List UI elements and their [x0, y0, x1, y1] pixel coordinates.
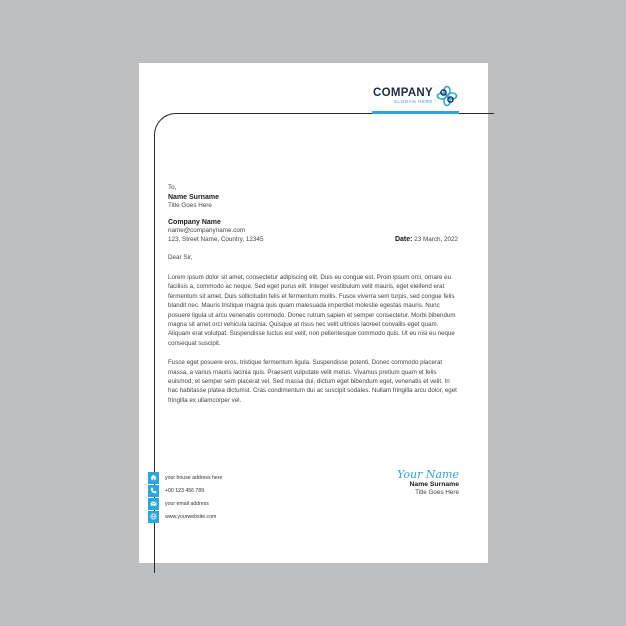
recipient-company: Company Name [168, 219, 221, 227]
contact-phone [148, 484, 222, 497]
contact-phone-text: +00 123 456 789 [165, 487, 205, 494]
flower-logo-icon [436, 85, 458, 107]
mail-icon [148, 498, 159, 510]
contact-website-text: www.yourwebsite.com [165, 513, 217, 520]
signature-title: Title Goes Here [415, 489, 459, 496]
signature-name: Name Surname [409, 481, 459, 488]
body-paragraph-1: Lorem ipsum dolor sit amet, consectetur adipiscing elit. Duis eu congue est. Proin ipsum orci, ornare eu facilisis a, commodo ac neque. Sed eget purus elit. Integer vestibulum velit mauris, eget eleifend erat fermentum sit amet. Duis sollicitudin felis et fermentum mollis. Fusce viverra sem turpis, sed congue felis blandit nec. Mauris tristique magna quis quam malesuada imperdiet molestie egestas mauris. Nunc posuere ligula ut arcu venenatis commodo. Donec rutrum sapien et semper consectetur. Morbi bibendum magna sit amet orci vehicula lacinia. Quisque at risus nec velit ultrices laoreet convallis eget quam. Aliquam erat volutpat. Suspendisse luctus est velit, non pellentesque commodo quis. Ut eu nisi eu neque consequat suscipit. [168, 273, 456, 347]
recipient-address: 123, Street Name, Country, 12345 [168, 235, 264, 243]
letterhead-page [139, 63, 488, 563]
signature-block [397, 469, 459, 497]
globe-icon [148, 511, 159, 523]
contact-address [148, 471, 222, 484]
company-name: COMPANY [372, 86, 433, 99]
address-date-row [168, 236, 458, 245]
company-logo [373, 85, 458, 107]
contact-email-text: your email address [165, 500, 209, 507]
to-label: To, [168, 184, 177, 191]
phone-icon [148, 485, 159, 497]
letter-content [168, 184, 458, 405]
contact-address-text: your house address here [165, 474, 223, 481]
contact-website [148, 510, 222, 523]
home-icon [148, 472, 159, 484]
date-label: Date: [394, 235, 413, 243]
company-slogan: SLOGAN HERE [393, 99, 433, 104]
contact-email [148, 497, 222, 510]
recipient-email: name@companyname.com [168, 227, 246, 235]
signature-script: Your Name [397, 468, 459, 481]
recipient-name: Name Surname [168, 193, 219, 201]
date-value: 23 March, 2022 [414, 235, 458, 243]
salutation: Dear Sir, [168, 254, 193, 262]
contact-list [148, 471, 222, 523]
body-paragraph-2: Fusce eget posuere eros, tristique fermentum ligula. Suspendisse potenti. Donec commodo placerat massa, a varius mauris lacinia quis. Praesent vulputate velit metus. Vivamus pretium quam et felis euismod, et semper sem placerat vel. Sed massa dui, dictum eget bibendum eget, venenatis et velit. In hac habitasse platea dictumst. Cras condimentum dui ac suscipit sodales. Nullam fringilla arcu dolor, eget fringilla ex ullamcorper vel. [168, 359, 457, 404]
logo-text [373, 88, 433, 105]
header-accent-bar [372, 111, 459, 114]
date [395, 236, 458, 245]
recipient-title: Title Goes Here [168, 201, 212, 209]
